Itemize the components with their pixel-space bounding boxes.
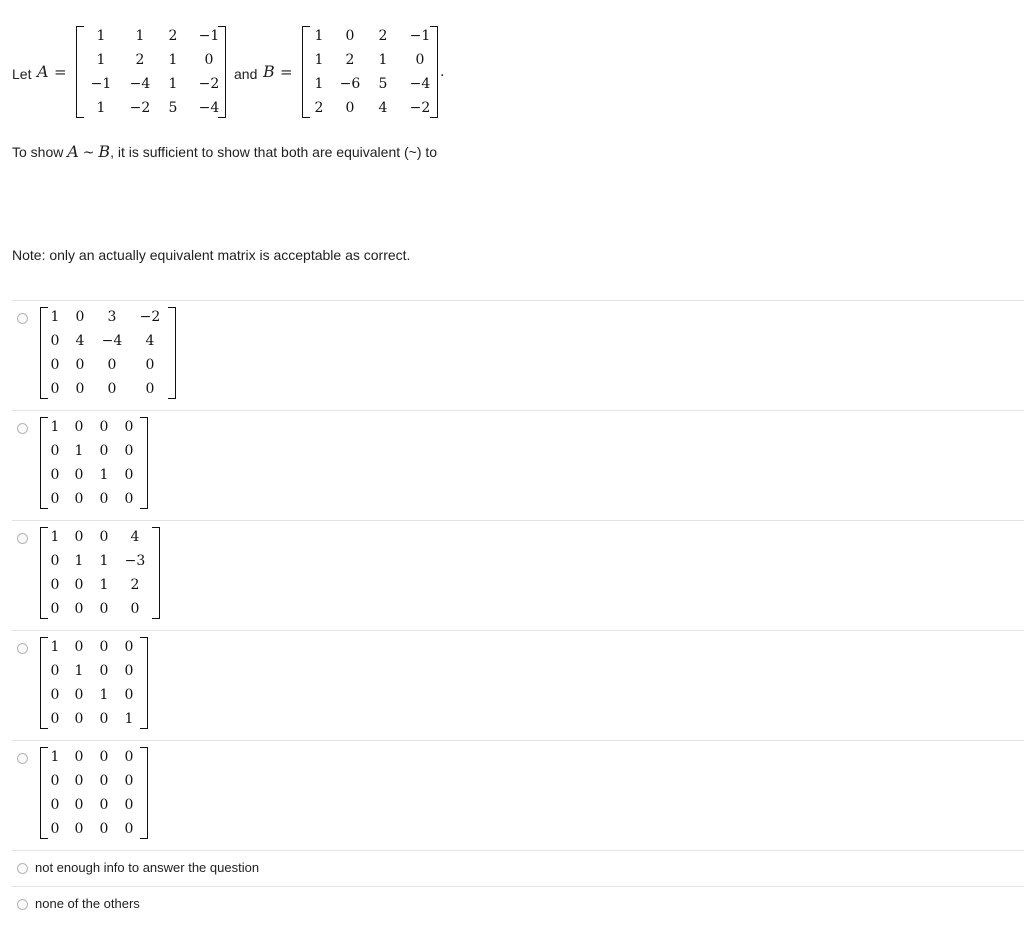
matrix-cell: 1 xyxy=(378,52,388,68)
matrix-cell: 0 xyxy=(50,601,60,617)
matrix-b-right-bracket xyxy=(430,26,438,118)
matrix-cell: 1 xyxy=(99,553,109,569)
matrix-cell: 1 xyxy=(135,28,145,44)
option-label[interactable]: none of the others xyxy=(35,896,140,911)
matrix-cell: 1 xyxy=(314,76,324,92)
matrix-cell: −2 xyxy=(139,309,161,325)
matrix-a-right-bracket xyxy=(218,26,226,118)
and-label: and xyxy=(234,66,258,82)
matrix-cell: 0 xyxy=(99,443,109,459)
matrix-cell: 0 xyxy=(74,773,84,789)
matrix-cell: 0 xyxy=(74,529,84,545)
matrix-cell: 1 xyxy=(50,309,60,325)
matrix-cell: 1 xyxy=(74,443,84,459)
matrix-cell: 2 xyxy=(130,577,140,593)
equals-sign-b: = xyxy=(280,63,293,81)
matrix-cell: 0 xyxy=(124,467,134,483)
matrix-cell: 3 xyxy=(107,309,117,325)
matrix-cell: 0 xyxy=(415,52,425,68)
matrix-cell: 0 xyxy=(50,773,60,789)
matrix-cell: 4 xyxy=(130,529,140,545)
matrix-cell: 0 xyxy=(99,797,109,813)
matrix-cell: 0 xyxy=(99,711,109,727)
matrix-cell: 0 xyxy=(50,381,60,397)
matrix-cell: 1 xyxy=(74,663,84,679)
matrix-cell: 0 xyxy=(74,821,84,837)
matrix-cell: −1 xyxy=(198,28,220,44)
matrix-left-bracket xyxy=(40,637,48,729)
matrix-cell: 5 xyxy=(168,100,178,116)
matrix-cell: −2 xyxy=(409,100,431,116)
option-radio-button[interactable] xyxy=(17,643,28,654)
matrix-cell: 0 xyxy=(124,797,134,813)
matrix-cell: 1 xyxy=(74,553,84,569)
show-sim-symbol: ~ xyxy=(82,145,95,161)
matrix-cell: 0 xyxy=(75,309,85,325)
matrix-cell: 0 xyxy=(99,419,109,435)
matrix-cell: 1 xyxy=(96,52,106,68)
note-text: Note: only an actually equivalent matrix is acceptable as correct. xyxy=(12,247,411,263)
matrix-cell: 0 xyxy=(145,381,155,397)
option-divider xyxy=(12,740,1024,741)
matrix-right-bracket xyxy=(140,747,148,839)
matrix-cell: 0 xyxy=(50,797,60,813)
show-a-symbol: A xyxy=(67,142,79,161)
option-radio-button[interactable] xyxy=(17,753,28,764)
matrix-cell: 0 xyxy=(75,357,85,373)
sentence-period: . xyxy=(440,64,445,80)
matrix-cell: 0 xyxy=(50,821,60,837)
matrix-cell: 4 xyxy=(75,333,85,349)
matrix-cell: 2 xyxy=(378,28,388,44)
matrix-cell: 0 xyxy=(124,687,134,703)
matrix-cell: 4 xyxy=(145,333,155,349)
matrix-cell: 1 xyxy=(168,52,178,68)
matrix-cell: −4 xyxy=(198,100,220,116)
matrix-cell: 0 xyxy=(124,443,134,459)
matrix-cell: 2 xyxy=(135,52,145,68)
matrix-cell: 0 xyxy=(50,663,60,679)
option-label[interactable]: not enough info to answer the question xyxy=(35,860,260,875)
matrix-cell: 2 xyxy=(314,100,324,116)
matrix-left-bracket xyxy=(40,307,48,399)
matrix-cell: −2 xyxy=(129,100,151,116)
matrix-left-bracket xyxy=(40,527,48,619)
equals-sign-a: = xyxy=(54,63,67,81)
matrix-b xyxy=(302,24,438,120)
matrix-cell: 0 xyxy=(50,357,60,373)
matrix-right-bracket xyxy=(152,527,160,619)
matrix-cell: 0 xyxy=(99,821,109,837)
matrix-cell: 0 xyxy=(74,577,84,593)
matrix-right-bracket xyxy=(140,417,148,509)
matrix-cell: 0 xyxy=(99,663,109,679)
matrix-cell: 0 xyxy=(74,711,84,727)
matrix-cell: 0 xyxy=(124,773,134,789)
option-radio-button[interactable] xyxy=(17,899,28,910)
matrix-cell: 1 xyxy=(50,419,60,435)
matrix-cell: 0 xyxy=(345,28,355,44)
matrix-cell: 0 xyxy=(99,749,109,765)
matrix-cell: 0 xyxy=(124,821,134,837)
matrix-cell: 0 xyxy=(74,467,84,483)
option-divider xyxy=(12,850,1024,851)
matrix-left-bracket xyxy=(40,417,48,509)
matrix-cell: 0 xyxy=(50,333,60,349)
option-matrix[interactable] xyxy=(40,415,148,511)
matrix-cell: 0 xyxy=(50,577,60,593)
matrix-cell: −4 xyxy=(101,333,123,349)
matrix-cell: 1 xyxy=(50,529,60,545)
matrix-cell: 0 xyxy=(50,687,60,703)
matrix-a-left-bracket xyxy=(76,26,84,118)
matrix-cell: 0 xyxy=(124,663,134,679)
matrix-cell: 1 xyxy=(99,577,109,593)
matrix-cell: 0 xyxy=(50,467,60,483)
matrix-cell: −2 xyxy=(198,76,220,92)
matrix-cell: 0 xyxy=(345,100,355,116)
matrix-cell: 0 xyxy=(50,491,60,507)
matrix-cell: 0 xyxy=(74,797,84,813)
option-divider xyxy=(12,520,1024,521)
matrix-cell: 0 xyxy=(74,749,84,765)
matrix-cell: 0 xyxy=(75,381,85,397)
matrix-cell: 1 xyxy=(168,76,178,92)
matrix-cell: 0 xyxy=(204,52,214,68)
matrix-cell: 0 xyxy=(99,529,109,545)
matrix-left-bracket xyxy=(40,747,48,839)
matrix-cell: 0 xyxy=(99,601,109,617)
matrix-cell: 1 xyxy=(96,28,106,44)
matrix-cell: 2 xyxy=(168,28,178,44)
option-radio-button[interactable] xyxy=(17,423,28,434)
option-radio-button[interactable] xyxy=(17,313,28,324)
matrix-cell: −4 xyxy=(409,76,431,92)
matrix-cell: −1 xyxy=(90,76,112,92)
option-matrix[interactable] xyxy=(40,745,148,841)
matrix-cell: 1 xyxy=(314,28,324,44)
option-radio-button[interactable] xyxy=(17,533,28,544)
option-matrix[interactable] xyxy=(40,525,160,621)
matrix-cell: 0 xyxy=(74,491,84,507)
matrix-cell: 1 xyxy=(99,467,109,483)
option-matrix[interactable] xyxy=(40,635,148,731)
matrix-cell: 1 xyxy=(50,639,60,655)
matrix-cell: 1 xyxy=(99,687,109,703)
matrix-cell: 0 xyxy=(130,601,140,617)
matrix-cell: 0 xyxy=(74,687,84,703)
option-divider xyxy=(12,300,1024,301)
matrix-cell: 0 xyxy=(124,639,134,655)
matrix-cell: 0 xyxy=(50,443,60,459)
matrix-cell: 0 xyxy=(99,491,109,507)
option-divider xyxy=(12,886,1024,887)
matrix-cell: 5 xyxy=(378,76,388,92)
matrix-cell: 1 xyxy=(50,749,60,765)
option-divider xyxy=(12,630,1024,631)
matrix-cell: 1 xyxy=(124,711,134,727)
matrix-cell: −1 xyxy=(409,28,431,44)
option-matrix[interactable] xyxy=(40,305,176,401)
matrix-cell: 2 xyxy=(345,52,355,68)
matrix-cell: −6 xyxy=(339,76,361,92)
show-b-symbol: B xyxy=(98,142,111,161)
matrix-b-symbol: B xyxy=(263,62,275,81)
matrix-cell: 0 xyxy=(107,357,117,373)
matrix-cell: 0 xyxy=(145,357,155,373)
matrix-a-symbol: A xyxy=(37,62,49,81)
matrix-cell: 0 xyxy=(50,553,60,569)
option-radio-button[interactable] xyxy=(17,863,28,874)
show-prefix: To show xyxy=(12,144,64,160)
matrix-cell: 0 xyxy=(99,639,109,655)
let-label: Let xyxy=(12,66,32,82)
matrix-cell: 0 xyxy=(124,419,134,435)
matrix-right-bracket xyxy=(168,307,176,399)
matrix-cell: 0 xyxy=(99,773,109,789)
matrix-cell: −4 xyxy=(129,76,151,92)
matrix-cell: 0 xyxy=(107,381,117,397)
option-divider xyxy=(12,410,1024,411)
show-sentence xyxy=(12,142,437,161)
matrix-cell: 0 xyxy=(50,711,60,727)
matrix-cell: 0 xyxy=(74,419,84,435)
matrix-cell: 0 xyxy=(74,639,84,655)
matrix-cell: 0 xyxy=(124,749,134,765)
matrix-cell: 0 xyxy=(74,601,84,617)
matrix-a xyxy=(76,24,226,120)
show-suffix: , it is sufficient to show that both are equivalent (~) to xyxy=(110,144,438,160)
matrix-b-left-bracket xyxy=(302,26,310,118)
matrix-cell: 0 xyxy=(124,491,134,507)
matrix-cell: 4 xyxy=(378,100,388,116)
matrix-cell: −3 xyxy=(124,553,146,569)
matrix-cell: 1 xyxy=(314,52,324,68)
matrix-cell: 1 xyxy=(96,100,106,116)
matrix-right-bracket xyxy=(140,637,148,729)
